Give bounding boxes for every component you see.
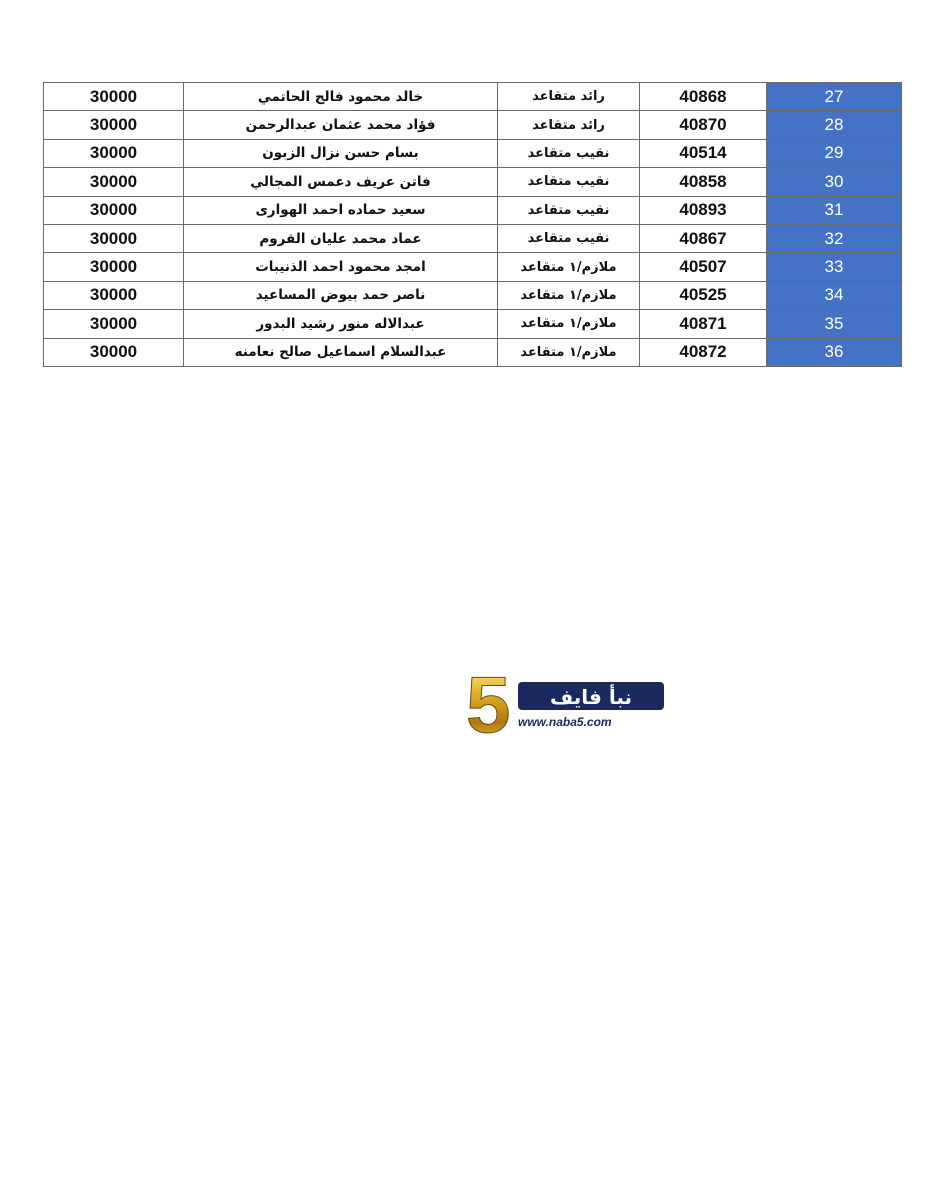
sequence-number-cell: 33 [767,253,902,281]
military-id-cell: 40871 [640,310,767,338]
sequence-number-cell: 35 [767,310,902,338]
military-id-cell: 40507 [640,253,767,281]
amount-cell: 30000 [44,224,184,252]
military-id-cell: 40514 [640,139,767,167]
name-cell: فؤاد محمد عثمان عبدالرحمن [184,111,498,139]
amount-cell: 30000 [44,196,184,224]
table-row [44,281,902,309]
rank-cell: ملازم/١ متقاعد [498,281,640,309]
amount-cell: 30000 [44,111,184,139]
sequence-number-cell: 30 [767,168,902,196]
table-row [44,338,902,366]
logo-digit-five: 5 [466,666,511,738]
name-cell: ناصر حمد بيوض المساعيد [184,281,498,309]
table-row [44,253,902,281]
name-cell: خالد محمود فالح الحاتمي [184,83,498,111]
amount-cell: 30000 [44,253,184,281]
rank-cell: نقيب متقاعد [498,196,640,224]
naba5-logo [466,666,666,738]
sequence-number-cell: 27 [767,83,902,111]
rank-cell: ملازم/١ متقاعد [498,338,640,366]
sequence-number-cell: 32 [767,224,902,252]
rank-cell: رائد متقاعد [498,111,640,139]
name-cell: بسام حسن نزال الزبون [184,139,498,167]
name-cell: عبدالاله منور رشيد البدور [184,310,498,338]
table-row [44,111,902,139]
name-cell: فاتن عريف دعمس المجالي [184,168,498,196]
sequence-number-cell: 28 [767,111,902,139]
military-id-cell: 40870 [640,111,767,139]
rank-cell: رائد متقاعد [498,83,640,111]
amount-cell: 30000 [44,310,184,338]
sequence-number-cell: 31 [767,196,902,224]
name-cell: امجد محمود احمد الذنيبات [184,253,498,281]
name-cell: سعيد حماده احمد الهوارى [184,196,498,224]
sequence-number-cell: 29 [767,139,902,167]
retirees-table [43,82,902,367]
logo-url: www.naba5.com [518,715,612,729]
table-row [44,310,902,338]
table-row [44,139,902,167]
military-id-cell: 40525 [640,281,767,309]
sequence-number-cell: 36 [767,338,902,366]
rank-cell: نقيب متقاعد [498,168,640,196]
military-id-cell: 40893 [640,196,767,224]
sequence-number-cell: 34 [767,281,902,309]
amount-cell: 30000 [44,338,184,366]
table-row [44,196,902,224]
rank-cell: نقيب متقاعد [498,139,640,167]
military-id-cell: 40868 [640,83,767,111]
military-id-cell: 40867 [640,224,767,252]
amount-cell: 30000 [44,168,184,196]
rank-cell: ملازم/١ متقاعد [498,253,640,281]
military-id-cell: 40872 [640,338,767,366]
amount-cell: 30000 [44,83,184,111]
rank-cell: نقيب متقاعد [498,224,640,252]
table-row [44,224,902,252]
table-row [44,83,902,111]
rank-cell: ملازم/١ متقاعد [498,310,640,338]
amount-cell: 30000 [44,281,184,309]
amount-cell: 30000 [44,139,184,167]
table-body [44,83,902,367]
military-id-cell: 40858 [640,168,767,196]
name-cell: عبدالسلام اسماعيل صالح نعامنه [184,338,498,366]
logo-brand-text: نبأ فايف [549,685,633,709]
table-row [44,168,902,196]
name-cell: عماد محمد عليان القروم [184,224,498,252]
